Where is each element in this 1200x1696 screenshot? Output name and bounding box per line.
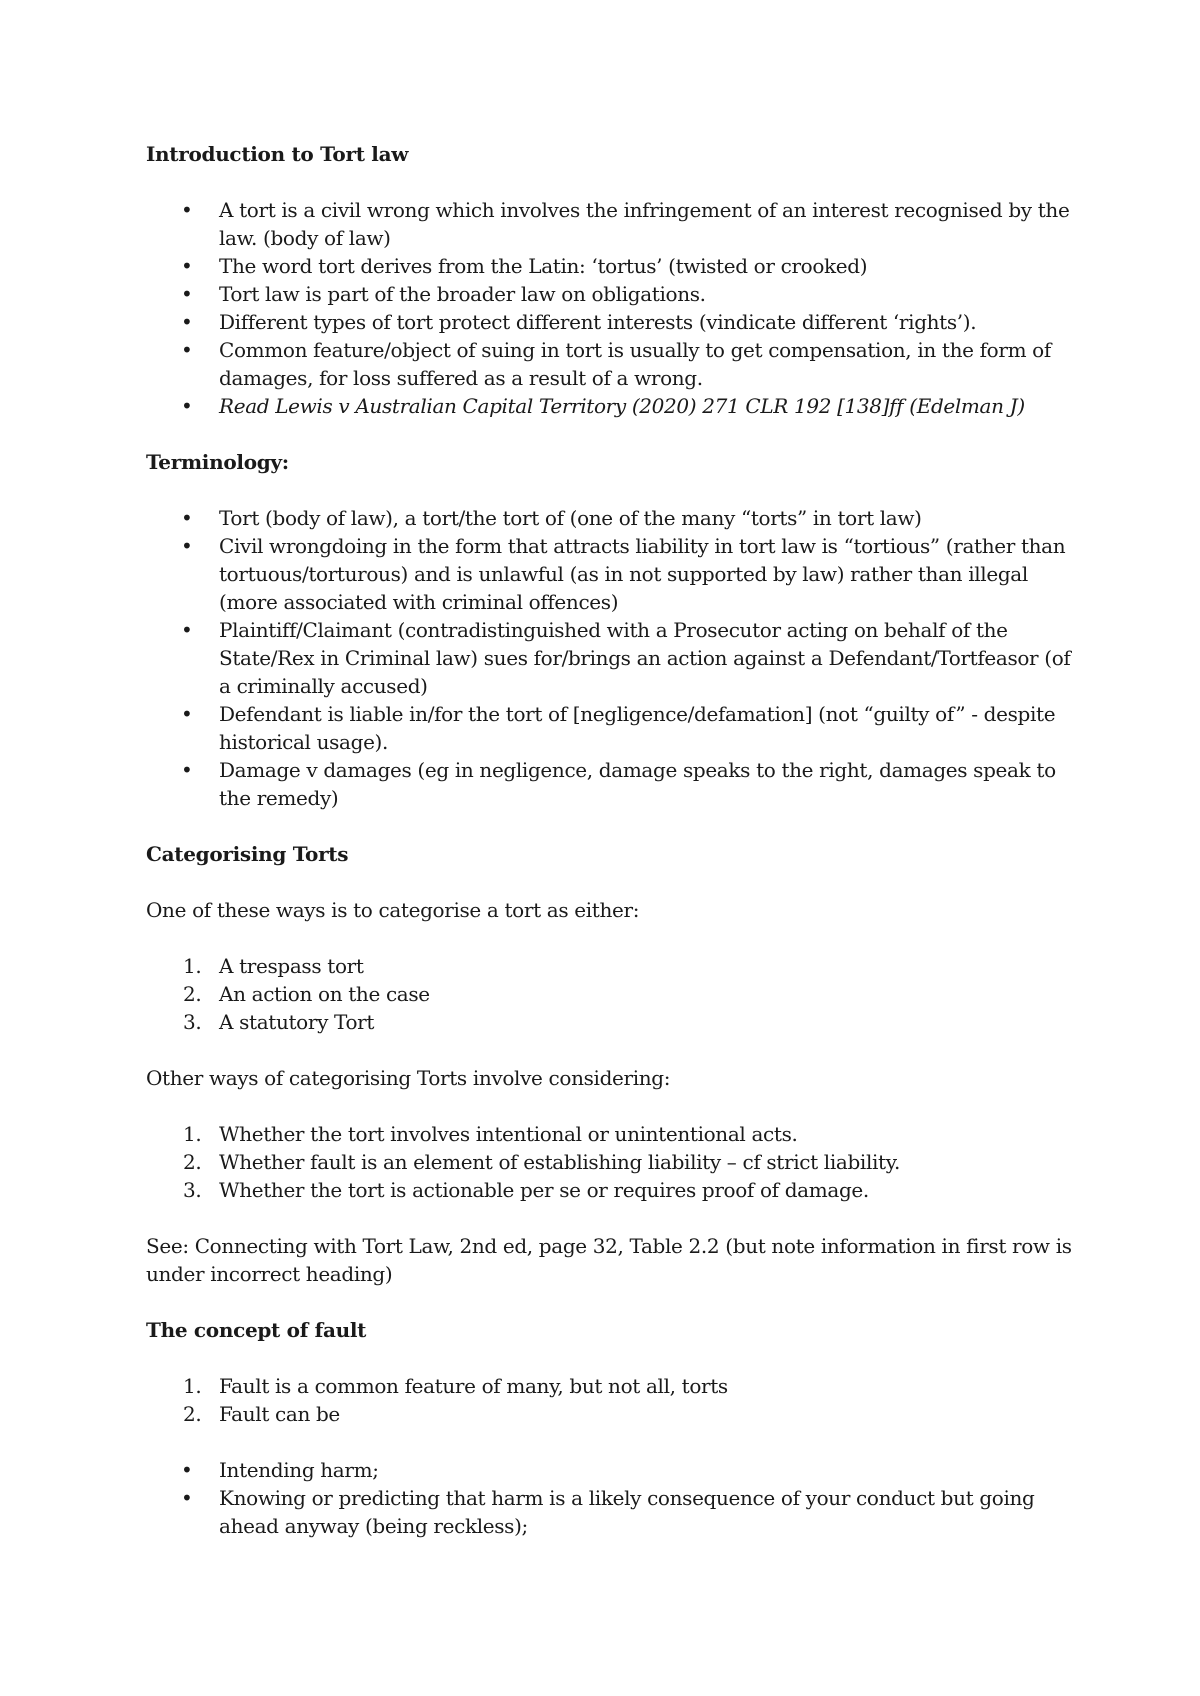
list-item	[146, 616, 1076, 700]
list-number: 2.	[183, 1150, 202, 1174]
categorising-considerations-list	[146, 1120, 1076, 1204]
terminology-bullet-list	[146, 504, 1076, 812]
list-item	[146, 1148, 1076, 1176]
section-heading-intro: Introduction to Tort law	[146, 142, 409, 166]
list-item-text: Whether the tort is actionable per se or requires proof of damage.	[219, 1178, 869, 1202]
list-number: 3.	[183, 1010, 202, 1034]
fault-numbered-list	[146, 1372, 1076, 1428]
list-item	[146, 1484, 1076, 1540]
section-heading-fault: The concept of fault	[146, 1318, 367, 1342]
list-item	[146, 952, 1076, 980]
bullet-marker	[181, 756, 211, 784]
bullet-marker	[181, 280, 211, 308]
list-item	[146, 1400, 1076, 1428]
list-number: 1.	[183, 1374, 202, 1398]
list-item	[146, 1176, 1076, 1204]
case-reference-text: Read Lewis v Australian Capital Territory (2020) 271 CLR 192 [138]ff (Edelman J)	[219, 394, 1025, 418]
bullet-marker	[181, 504, 211, 532]
list-item	[146, 756, 1076, 812]
list-item	[146, 196, 1076, 252]
fault-bullet-list	[146, 1456, 1076, 1540]
list-item	[146, 392, 1076, 420]
list-item-text: Civil wrongdoing in the form that attracts liability in tort law is “tortious” (rather than tortuous/torturous) and is unlawful (as in not supported by law) rather than illegal (more associated with criminal offences)	[219, 534, 1066, 614]
bullet-marker	[181, 196, 211, 224]
list-item-text: Tort (body of law), a tort/the tort of (one of the many “torts” in tort law)	[219, 506, 922, 530]
list-item-text: Knowing or predicting that harm is a likely consequence of your conduct but going ahead anyway (being reckless);	[219, 1486, 1035, 1538]
bullet-marker	[181, 336, 211, 364]
list-number: 1.	[183, 954, 202, 978]
bullet-marker	[181, 700, 211, 728]
list-item-text: Intending harm;	[219, 1458, 379, 1482]
list-item-text: Common feature/object of suing in tort is usually to get compensation, in the form of damages, for loss suffered as a result of a wrong.	[219, 338, 1051, 390]
list-item	[146, 1372, 1076, 1400]
bullet-marker	[181, 616, 211, 644]
bullet-marker	[181, 252, 211, 280]
list-item-text: Fault can be	[219, 1402, 340, 1426]
list-number: 3.	[183, 1178, 202, 1202]
list-item	[146, 504, 1076, 532]
list-item-text: Fault is a common feature of many, but not all, torts	[219, 1374, 728, 1398]
list-item-text: A tort is a civil wrong which involves the infringement of an interest recognised by the law. (body of law)	[219, 198, 1070, 250]
list-item-text: Whether fault is an element of establishing liability – cf strict liability.	[219, 1150, 901, 1174]
section-heading-categorising: Categorising Torts	[146, 842, 349, 866]
list-item	[146, 308, 1076, 336]
list-item	[146, 1008, 1076, 1036]
categorising-intro: One of these ways is to categorise a tort as either:	[146, 898, 640, 922]
list-item-text: Tort law is part of the broader law on obligations.	[219, 282, 706, 306]
bullet-marker	[181, 1484, 211, 1512]
list-item	[146, 1456, 1076, 1484]
see-reference-note: See: Connecting with Tort Law, 2nd ed, page 32, Table 2.2 (but note information in first row is under incorrect heading)	[146, 1234, 1072, 1286]
list-number: 2.	[183, 982, 202, 1006]
list-item	[146, 700, 1076, 756]
intro-bullet-list	[146, 196, 1076, 420]
list-item	[146, 980, 1076, 1008]
list-item-text: Defendant is liable in/for the tort of [negligence/defamation] (not “guilty of” - despite historical usage).	[219, 702, 1056, 754]
list-item-text: Whether the tort involves intentional or unintentional acts.	[219, 1122, 798, 1146]
list-item	[146, 252, 1076, 280]
list-item-text: A statutory Tort	[219, 1010, 375, 1034]
list-item	[146, 1120, 1076, 1148]
list-item	[146, 336, 1076, 392]
list-item-text: Plaintiff/Claimant (contradistinguished with a Prosecutor acting on behalf of the State/Rex in Criminal law) sues for/brings an action against a Defendant/Tortfeasor (of a criminally accused)	[219, 618, 1071, 698]
tort-categories-list	[146, 952, 1076, 1036]
list-item-text: Different types of tort protect different interests (vindicate different ‘rights’).	[219, 310, 977, 334]
list-item-text: Damage v damages (eg in negligence, damage speaks to the right, damages speak to the remedy)	[219, 758, 1056, 810]
list-item-text: A trespass tort	[219, 954, 364, 978]
document-page	[146, 140, 1076, 1540]
list-number: 2.	[183, 1402, 202, 1426]
list-item-text: The word tort derives from the Latin: ‘tortus’ (twisted or crooked)	[219, 254, 868, 278]
list-item	[146, 532, 1076, 616]
list-number: 1.	[183, 1122, 202, 1146]
bullet-marker	[181, 1456, 211, 1484]
list-item	[146, 280, 1076, 308]
bullet-marker	[181, 532, 211, 560]
other-ways-intro: Other ways of categorising Torts involve considering:	[146, 1066, 671, 1090]
list-item-text: An action on the case	[219, 982, 430, 1006]
bullet-marker	[181, 392, 211, 420]
section-heading-terminology: Terminology:	[146, 450, 289, 474]
bullet-marker	[181, 308, 211, 336]
